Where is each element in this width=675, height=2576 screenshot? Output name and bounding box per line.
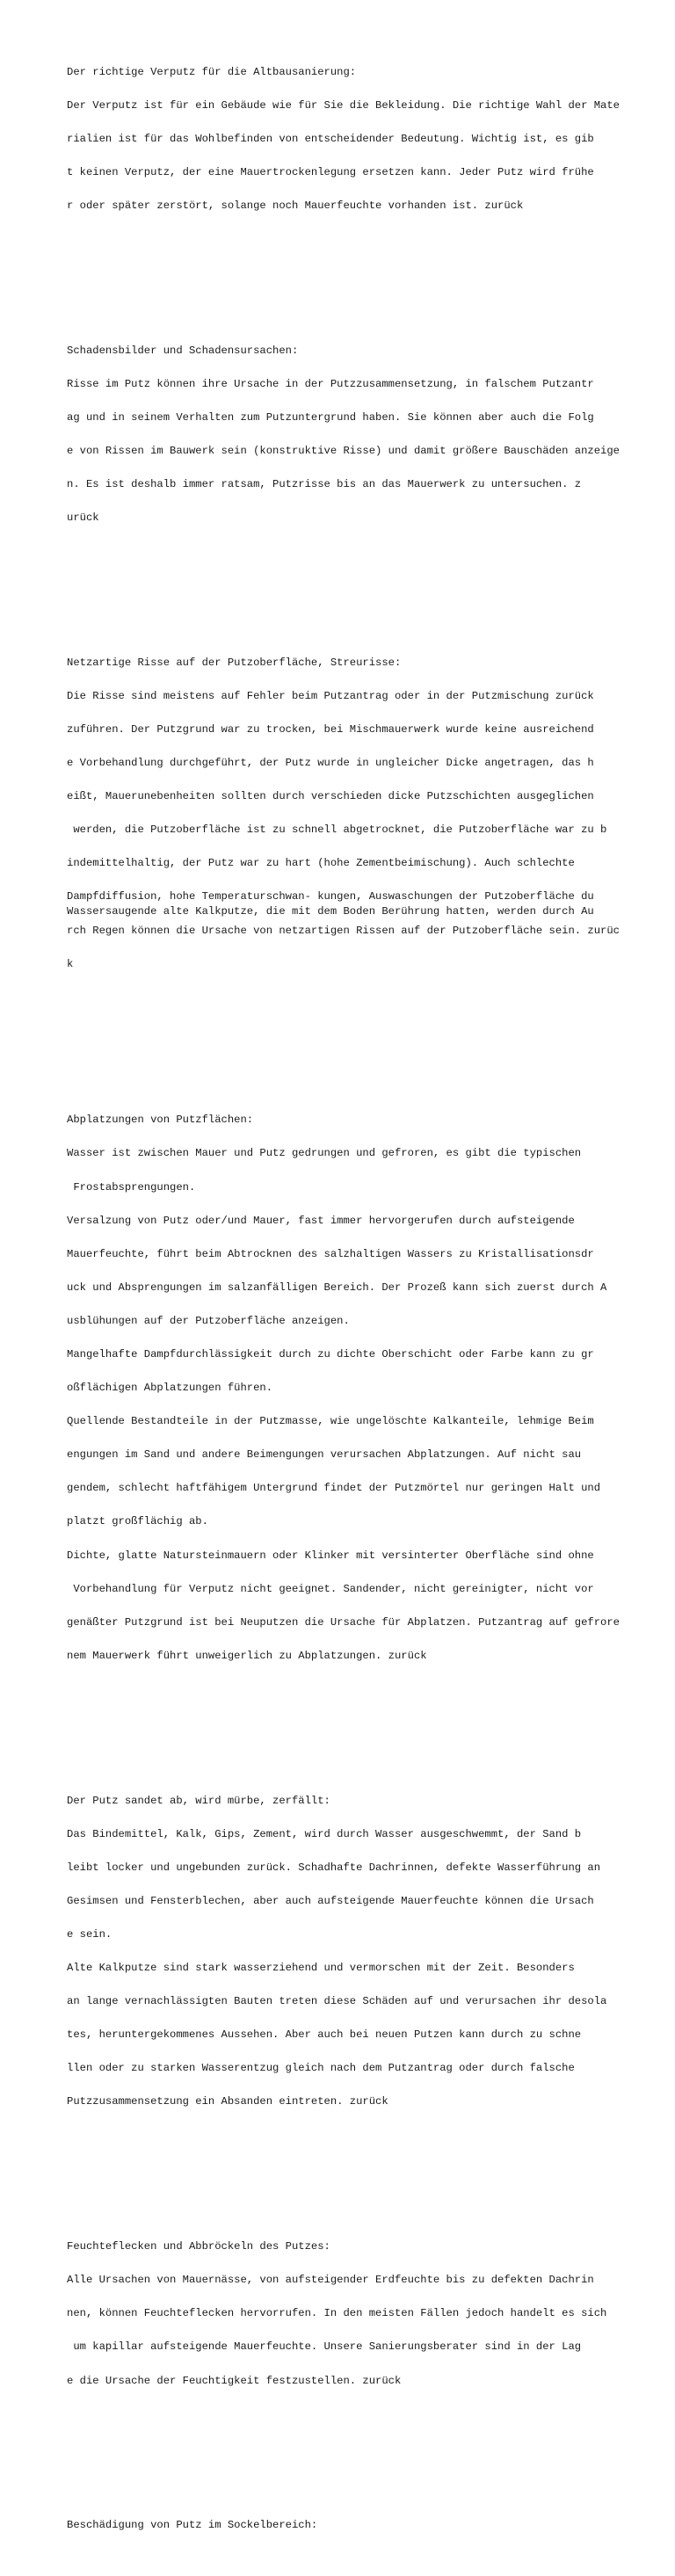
text-line: Frostabsprengungen. [67, 1180, 196, 1194]
section-heading: Der richtige Verputz für die Altbausanierung: [67, 65, 357, 78]
text-line: Mauerfeuchte, führt beim Abtrocknen des salzhaltigen Wassers zu Kristallisationsdr [67, 1247, 594, 1260]
text-line: Risse im Putz können ihre Ursache in der Putzzusammensetzung, in falschem Putzantr [67, 377, 594, 390]
text-line: llen oder zu starken Wasserentzug gleich nach dem Putzantrag oder durch falsche [67, 2062, 575, 2075]
text-line: eißt, Mauerunebenheiten sollten durch verschieden dicke Putzschichten ausgeglichen [67, 790, 594, 803]
text-line: Wasser ist zwischen Mauer und Putz gedrungen und gefroren, es gibt die typischen [67, 1147, 582, 1160]
text-line: usblühungen auf der Putzoberfläche anzeigen. [67, 1314, 350, 1327]
text-line: werden, die Putzoberfläche ist zu schnell abgetrocknet, die Putzoberfläche war zu b [67, 824, 607, 837]
text-line: Alte Kalkputze sind stark wasserziehend und vermorschen mit der Zeit. Besonders [67, 1962, 575, 1975]
document-body [67, 11, 638, 2576]
text-line: nen, können Feuchteflecken hervorrufen. In den meisten Fällen jedoch handelt es sich [67, 2307, 607, 2320]
text-line: tes, heruntergekommenes Aussehen. Aber auch bei neuen Putzen kann durch zu schne [67, 2028, 582, 2042]
text-line: Gesimsen und Fensterblechen, aber auch aufsteigende Mauerfeuchte können die Ursach [67, 1894, 594, 1907]
section-sockelbereich [67, 2498, 638, 2554]
text-line-with-back-link[interactable]: e die Ursache der Feuchtigkeit festzustellen. zurück [67, 2374, 402, 2387]
section-heading: Feuchteflecken und Abbröckeln des Putzes: [67, 2240, 330, 2253]
text-line: indemittelhaltig, der Putz war zu hart (hohe Zementbeimischung). Auch schlechte [67, 857, 575, 870]
text-line: e sein. [67, 1927, 112, 1941]
section-heading: Beschädigung von Putz im Sockelbereich: [67, 2519, 318, 2532]
text-line: Die Risse sind meistens auf Fehler beim Putzantrag oder in der Putzmischung zurück [67, 689, 594, 702]
text-line: Der Verputz ist für ein Gebäude wie für Sie die Bekleidung. Die richtige Wahl der Mate [67, 98, 620, 112]
section-heading: Netzartige Risse auf der Putzoberfläche, Streurisse: [67, 656, 402, 669]
text-line: um kapillar aufsteigende Mauerfeuchte. Unsere Sanierungsberater sind in der Lag [67, 2340, 582, 2354]
text-line: Wassersaugende alte Kalkputze, die mit dem Boden Berührung hatten, werden durch Au [67, 905, 594, 918]
text-line: zuführen. Der Putzgrund war zu trocken, bei Mischmauerwerk wurde keine ausreichend [67, 722, 594, 736]
section-feuchteflecken [67, 2219, 638, 2409]
text-line: leibt locker und ungebunden zurück. Schadhafte Dachrinnen, defekte Wasserführung an [67, 1861, 601, 1874]
text-line: Versalzung von Putz oder/und Mauer, fast immer hervorgerufen durch aufsteigende [67, 1214, 575, 1227]
section-heading: Schadensbilder und Schadensursachen: [67, 344, 299, 357]
text-line: n. Es ist deshalb immer ratsam, Putzrisse bis an das Mauerwerk zu untersuchen. z [67, 477, 582, 490]
text-line: ag und in seinem Verhalten zum Putzuntergrund haben. Sie können aber auch die Folg [67, 410, 594, 424]
text-line: uck und Absprengungen im salzanfälligen Bereich. Der Prozeß kann sich zuerst durch A [67, 1281, 607, 1294]
section-putz-sandet-ab [67, 1773, 638, 2130]
text-line: Quellende Bestandteile in der Putzmasse, wie ungelöschte Kalkanteile, lehmige Beim [67, 1415, 594, 1428]
text-line: Mangelhafte Dampfdurchlässigkeit durch zu dichte Oberschicht oder Farbe kann zu gr [67, 1348, 594, 1361]
text-line: t keinen Verputz, der eine Mauertrockenlegung ersetzen kann. Jeder Putz wird frühe [67, 165, 594, 178]
text-line: Dichte, glatte Natursteinmauern oder Klinker mit versinterter Oberfläche sind ohne [67, 1549, 594, 1562]
text-line: engungen im Sand und andere Beimengungen verursachen Abplatzungen. Auf nicht sau [67, 1448, 582, 1462]
text-line: Alle Ursachen von Mauernässe, von aufsteigender Erdfeuchte bis zu defekten Dachrin [67, 2274, 594, 2287]
section-heading: Abplatzungen von Putzflächen: [67, 1114, 254, 1127]
section-netzartige-risse [67, 635, 638, 991]
text-line: Vorbehandlung für Verputz nicht geeignet. Sandender, nicht gereinigter, nicht vor [67, 1582, 594, 1595]
text-line: platzt großflächig ab. [67, 1515, 208, 1528]
sockelbereich-text [67, 884, 594, 929]
text-line-with-back-link[interactable]: Putzzusammensetzung ein Absanden eintreten. zurück [67, 2095, 388, 2108]
text-line-with-back-link[interactable]: nem Mauerwerk führt unweigerlich zu Abplatzungen. zurück [67, 1649, 427, 1662]
section-heading: Der Putz sandet ab, wird mürbe, zerfällt: [67, 1794, 330, 1807]
section-altbausanierung [67, 44, 638, 234]
text-line: gendem, schlecht haftfähigem Untergrund findet der Putzmörtel nur geringen Halt und [67, 1482, 601, 1495]
text-line: Dampfdiffusion, hohe Temperaturschwan- kungen, Auswaschungen der Putzoberfläche du [67, 890, 594, 903]
text-line-with-back-link[interactable]: rch Regen können die Ursache von netzartigen Rissen auf der Putzoberfläche sein. zurüc [67, 924, 620, 937]
text-line: genäßter Putzgrund ist bei Neuputzen die Ursache für Abplatzen. Putzantrag auf gefrore [67, 1615, 620, 1629]
text-line-with-back-link[interactable]: r oder später zerstört, solange noch Mauerfeuchte vorhanden ist. zurück [67, 199, 524, 212]
text-line: Das Bindemittel, Kalk, Gips, Zement, wird durch Wasser ausgeschwemmt, der Sand b [67, 1827, 582, 1840]
back-link[interactable]: k [67, 957, 74, 970]
text-line: oßflächigen Abplatzungen führen. [67, 1382, 273, 1395]
text-line: e Vorbehandlung durchgeführt, der Putz wurde in ungleicher Dicke angetragen, das h [67, 757, 594, 770]
back-link[interactable]: urück [67, 512, 99, 525]
text-line: rialien ist für das Wohlbefinden von entscheidender Bedeutung. Wichtig ist, es gib [67, 132, 594, 145]
text-line: an lange vernachlässigten Bauten treten diese Schäden auf und verursachen ihr desola [67, 1995, 607, 2008]
section-schadensbilder [67, 323, 638, 546]
section-abplatzungen [67, 1092, 638, 1684]
text-line: e von Rissen im Bauwerk sein (konstruktive Risse) und damit größere Bauschäden anzeige [67, 444, 620, 457]
